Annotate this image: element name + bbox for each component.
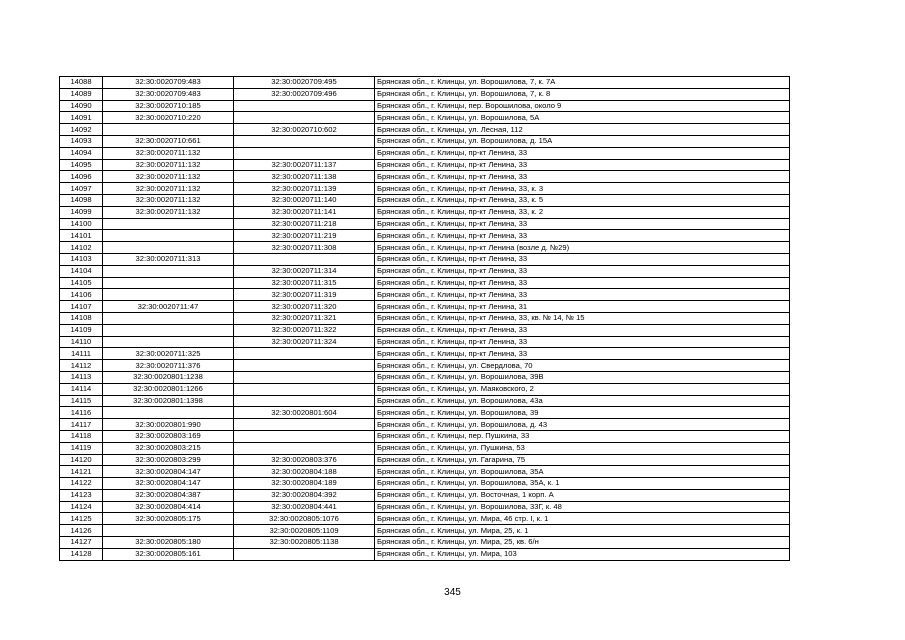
address-cell: Брянская обл., г. Клинцы, пр-кт Ленина, 33 <box>375 289 790 301</box>
cadastral-number-cell: 32:30:0020805:180 <box>103 537 234 549</box>
cadastral-number-cell: 32:30:0020804:147 <box>103 466 234 478</box>
table-row <box>60 88 790 100</box>
row-number-cell: 14118 <box>60 430 103 442</box>
address-cell: Брянская обл., г. Клинцы, пр-кт Ленина, 33 <box>375 265 790 277</box>
cadastral-number-cell: 32:30:0020711:132 <box>103 159 234 171</box>
cadastral-number-cell <box>103 242 234 254</box>
page-number: 345 <box>444 587 461 598</box>
row-number-cell: 14126 <box>60 525 103 537</box>
register-table-body <box>60 77 790 561</box>
row-number-cell: 14113 <box>60 371 103 383</box>
address-cell: Брянская обл., г. Клинцы, ул. Мира, 25, к. 1 <box>375 525 790 537</box>
cadastral-number-cell: 32:30:0020801:1266 <box>103 383 234 395</box>
cadastral-number-cell: 32:30:0020803:299 <box>103 454 234 466</box>
cadastral-number-cell <box>103 265 234 277</box>
row-number-cell: 14091 <box>60 112 103 124</box>
cadastral-number-cell: 32:30:0020709:483 <box>103 77 234 89</box>
table-row <box>60 147 790 159</box>
object-number-cell <box>234 100 375 112</box>
table-row <box>60 124 790 136</box>
table-row <box>60 277 790 289</box>
object-number-cell: 32:30:0020711:321 <box>234 312 375 324</box>
object-number-cell <box>234 430 375 442</box>
table-row <box>60 312 790 324</box>
table-row <box>60 501 790 513</box>
object-number-cell <box>234 395 375 407</box>
address-cell: Брянская обл., г. Клинцы, пр-кт Ленина, 33, к. 2 <box>375 206 790 218</box>
object-number-cell: 32:30:0020711:141 <box>234 206 375 218</box>
row-number-cell: 14128 <box>60 548 103 560</box>
table-row <box>60 135 790 147</box>
address-cell: Брянская обл., г. Клинцы, пер. Пушкина, 33 <box>375 430 790 442</box>
cadastral-number-cell <box>103 277 234 289</box>
table-row <box>60 159 790 171</box>
table-row <box>60 348 790 360</box>
table-row <box>60 489 790 501</box>
table-row <box>60 407 790 419</box>
row-number-cell: 14099 <box>60 206 103 218</box>
address-cell: Брянская обл., г. Клинцы, пр-кт Ленина, 33 <box>375 230 790 242</box>
row-number-cell: 14100 <box>60 218 103 230</box>
cadastral-number-cell: 32:30:0020803:169 <box>103 430 234 442</box>
row-number-cell: 14119 <box>60 442 103 454</box>
address-cell: Брянская обл., г. Клинцы, ул. Маяковского, 2 <box>375 383 790 395</box>
table-row <box>60 454 790 466</box>
address-cell: Брянская обл., г. Клинцы, ул. Ворошилова, 39В <box>375 371 790 383</box>
cadastral-number-cell <box>103 218 234 230</box>
table-row <box>60 194 790 206</box>
cadastral-number-cell: 32:30:0020710:185 <box>103 100 234 112</box>
table-row <box>60 430 790 442</box>
address-cell: Брянская обл., г. Клинцы, пр-кт Ленина, 33 <box>375 171 790 183</box>
address-cell: Брянская обл., г. Клинцы, ул. Ворошилова, д. 43 <box>375 419 790 431</box>
object-number-cell <box>234 371 375 383</box>
cadastral-number-cell: 32:30:0020711:132 <box>103 183 234 195</box>
address-cell: Брянская обл., г. Клинцы, пр-кт Ленина (возле д. №29) <box>375 242 790 254</box>
table-row <box>60 466 790 478</box>
cadastral-number-cell <box>103 312 234 324</box>
address-cell: Брянская обл., г. Клинцы, пр-кт Ленина, 33 <box>375 336 790 348</box>
object-number-cell <box>234 253 375 265</box>
cadastral-number-cell <box>103 336 234 348</box>
address-cell: Брянская обл., г. Клинцы, ул. Восточная, 1 корп. А <box>375 489 790 501</box>
address-cell: Брянская обл., г. Клинцы, пр-кт Ленина, 33 <box>375 159 790 171</box>
row-number-cell: 14120 <box>60 454 103 466</box>
row-number-cell: 14115 <box>60 395 103 407</box>
address-cell: Брянская обл., г. Клинцы, пр-кт Ленина, 33 <box>375 324 790 336</box>
table-row <box>60 371 790 383</box>
address-cell: Брянская обл., г. Клинцы, ул. Ворошилова, 5А <box>375 112 790 124</box>
address-cell: Брянская обл., г. Клинцы, ул. Мира, 25, кв. 6/н <box>375 537 790 549</box>
table-row <box>60 218 790 230</box>
table-row <box>60 395 790 407</box>
address-cell: Брянская обл., г. Клинцы, пер. Ворошилова, около 9 <box>375 100 790 112</box>
row-number-cell: 14093 <box>60 135 103 147</box>
cadastral-number-cell: 32:30:0020711:376 <box>103 360 234 372</box>
row-number-cell: 14104 <box>60 265 103 277</box>
cadastral-number-cell <box>103 289 234 301</box>
cadastral-number-cell: 32:30:0020804:414 <box>103 501 234 513</box>
table-row <box>60 183 790 195</box>
object-number-cell: 32:30:0020711:140 <box>234 194 375 206</box>
address-cell: Брянская обл., г. Клинцы, ул. Пушкина, 53 <box>375 442 790 454</box>
row-number-cell: 14089 <box>60 88 103 100</box>
address-cell: Брянская обл., г. Клинцы, ул. Ворошилова, 39 <box>375 407 790 419</box>
row-number-cell: 14112 <box>60 360 103 372</box>
cadastral-number-cell <box>103 407 234 419</box>
address-cell: Брянская обл., г. Клинцы, пр-кт Ленина, 33 <box>375 277 790 289</box>
row-number-cell: 14097 <box>60 183 103 195</box>
object-number-cell: 32:30:0020709:496 <box>234 88 375 100</box>
row-number-cell: 14116 <box>60 407 103 419</box>
cadastral-number-cell: 32:30:0020804:147 <box>103 478 234 490</box>
cadastral-number-cell: 32:30:0020710:220 <box>103 112 234 124</box>
object-number-cell: 32:30:0020804:392 <box>234 489 375 501</box>
table-row <box>60 513 790 525</box>
address-cell: Брянская обл., г. Клинцы, ул. Ворошилова, 43а <box>375 395 790 407</box>
cadastral-number-cell: 32:30:0020803:215 <box>103 442 234 454</box>
object-number-cell: 32:30:0020711:315 <box>234 277 375 289</box>
address-cell: Брянская обл., г. Клинцы, ул. Ворошилова, 35А, к. 1 <box>375 478 790 490</box>
row-number-cell: 14102 <box>60 242 103 254</box>
object-number-cell: 32:30:0020711:219 <box>234 230 375 242</box>
object-number-cell: 32:30:0020711:322 <box>234 324 375 336</box>
table-row <box>60 301 790 313</box>
object-number-cell: 32:30:0020711:320 <box>234 301 375 313</box>
object-number-cell: 32:30:0020711:218 <box>234 218 375 230</box>
object-number-cell <box>234 548 375 560</box>
cadastral-number-cell: 32:30:0020711:132 <box>103 206 234 218</box>
row-number-cell: 14107 <box>60 301 103 313</box>
row-number-cell: 14101 <box>60 230 103 242</box>
row-number-cell: 14122 <box>60 478 103 490</box>
table-row <box>60 525 790 537</box>
address-cell: Брянская обл., г. Клинцы, ул. Ворошилова, 33Г, к. 48 <box>375 501 790 513</box>
cadastral-number-cell: 32:30:0020711:132 <box>103 147 234 159</box>
table-row <box>60 537 790 549</box>
cadastral-number-cell: 32:30:0020801:1398 <box>103 395 234 407</box>
object-number-cell: 32:30:0020804:188 <box>234 466 375 478</box>
table-row <box>60 265 790 277</box>
object-number-cell <box>234 112 375 124</box>
cadastral-number-cell: 32:30:0020711:325 <box>103 348 234 360</box>
table-row <box>60 360 790 372</box>
row-number-cell: 14117 <box>60 419 103 431</box>
address-cell: Брянская обл., г. Клинцы, ул. Гагарина, 75 <box>375 454 790 466</box>
object-number-cell <box>234 147 375 159</box>
object-number-cell: 32:30:0020709:495 <box>234 77 375 89</box>
object-number-cell: 32:30:0020711:319 <box>234 289 375 301</box>
address-cell: Брянская обл., г. Клинцы, ул. Мира, 46 стр. I, к. 1 <box>375 513 790 525</box>
table-row <box>60 548 790 560</box>
address-cell: Брянская обл., г. Клинцы, ул. Лесная, 112 <box>375 124 790 136</box>
object-number-cell: 32:30:0020805:1138 <box>234 537 375 549</box>
address-cell: Брянская обл., г. Клинцы, пр-кт Ленина, 33 <box>375 253 790 265</box>
address-cell: Брянская обл., г. Клинцы, ул. Ворошилова, 7, к. 8 <box>375 88 790 100</box>
row-number-cell: 14106 <box>60 289 103 301</box>
table-row <box>60 478 790 490</box>
table-row <box>60 100 790 112</box>
cadastral-number-cell: 32:30:0020801:990 <box>103 419 234 431</box>
table-row <box>60 171 790 183</box>
object-number-cell <box>234 135 375 147</box>
object-number-cell <box>234 360 375 372</box>
row-number-cell: 14123 <box>60 489 103 501</box>
object-number-cell: 32:30:0020711:137 <box>234 159 375 171</box>
table-row <box>60 230 790 242</box>
cadastral-number-cell: 32:30:0020805:175 <box>103 513 234 525</box>
object-number-cell: 32:30:0020711:324 <box>234 336 375 348</box>
address-cell: Брянская обл., г. Клинцы, пр-кт Ленина, 33, к. 3 <box>375 183 790 195</box>
table-row <box>60 242 790 254</box>
row-number-cell: 14108 <box>60 312 103 324</box>
cadastral-number-cell: 32:30:0020711:132 <box>103 194 234 206</box>
table-row <box>60 419 790 431</box>
object-number-cell: 32:30:0020711:139 <box>234 183 375 195</box>
row-number-cell: 14096 <box>60 171 103 183</box>
table-row <box>60 289 790 301</box>
cadastral-number-cell: 32:30:0020711:47 <box>103 301 234 313</box>
object-number-cell <box>234 442 375 454</box>
object-number-cell: 32:30:0020801:604 <box>234 407 375 419</box>
row-number-cell: 14095 <box>60 159 103 171</box>
row-number-cell: 14125 <box>60 513 103 525</box>
table-row <box>60 336 790 348</box>
cadastral-number-cell: 32:30:0020805:161 <box>103 548 234 560</box>
address-cell: Брянская обл., г. Клинцы, ул. Мира, 103 <box>375 548 790 560</box>
table-row <box>60 206 790 218</box>
cadastral-number-cell <box>103 230 234 242</box>
row-number-cell: 14088 <box>60 77 103 89</box>
object-number-cell: 32:30:0020711:138 <box>234 171 375 183</box>
row-number-cell: 14103 <box>60 253 103 265</box>
cadastral-number-cell: 32:30:0020801:1238 <box>103 371 234 383</box>
table-row <box>60 324 790 336</box>
object-number-cell <box>234 383 375 395</box>
row-number-cell: 14124 <box>60 501 103 513</box>
address-cell: Брянская обл., г. Клинцы, ул. Ворошилова, 7, к. 7А <box>375 77 790 89</box>
row-number-cell: 14098 <box>60 194 103 206</box>
object-number-cell: 32:30:0020710:602 <box>234 124 375 136</box>
object-number-cell: 32:30:0020711:308 <box>234 242 375 254</box>
cadastral-number-cell <box>103 124 234 136</box>
cadastral-number-cell <box>103 525 234 537</box>
table-row <box>60 253 790 265</box>
row-number-cell: 14105 <box>60 277 103 289</box>
row-number-cell: 14114 <box>60 383 103 395</box>
address-cell: Брянская обл., г. Клинцы, пр-кт Ленина, 33 <box>375 218 790 230</box>
object-number-cell: 32:30:0020804:441 <box>234 501 375 513</box>
row-number-cell: 14121 <box>60 466 103 478</box>
address-cell: Брянская обл., г. Клинцы, пр-кт Ленина, 31 <box>375 301 790 313</box>
address-cell: Брянская обл., г. Клинцы, пр-кт Ленина, 33 <box>375 147 790 159</box>
object-number-cell <box>234 419 375 431</box>
cadastral-number-cell <box>103 324 234 336</box>
row-number-cell: 14110 <box>60 336 103 348</box>
address-cell: Брянская обл., г. Клинцы, ул. Ворошилова, 35А <box>375 466 790 478</box>
cadastral-number-cell: 32:30:0020711:132 <box>103 171 234 183</box>
row-number-cell: 14111 <box>60 348 103 360</box>
address-cell: Брянская обл., г. Клинцы, пр-кт Ленина, 33 <box>375 348 790 360</box>
row-number-cell: 14127 <box>60 537 103 549</box>
table-row <box>60 77 790 89</box>
cadastral-number-cell: 32:30:0020710:661 <box>103 135 234 147</box>
cadastral-number-cell: 32:30:0020709:483 <box>103 88 234 100</box>
address-cell: Брянская обл., г. Клинцы, ул. Свердлова, 70 <box>375 360 790 372</box>
address-cell: Брянская обл., г. Клинцы, пр-кт Ленина, 33, кв. № 14, № 15 <box>375 312 790 324</box>
object-number-cell: 32:30:0020803:376 <box>234 454 375 466</box>
address-cell: Брянская обл., г. Клинцы, ул. Ворошилова, д. 15А <box>375 135 790 147</box>
object-number-cell: 32:30:0020805:1076 <box>234 513 375 525</box>
table-row <box>60 112 790 124</box>
row-number-cell: 14094 <box>60 147 103 159</box>
cadastral-number-cell: 32:30:0020711:313 <box>103 253 234 265</box>
object-number-cell <box>234 348 375 360</box>
object-number-cell: 32:30:0020711:314 <box>234 265 375 277</box>
row-number-cell: 14092 <box>60 124 103 136</box>
object-number-cell: 32:30:0020805:1109 <box>234 525 375 537</box>
address-cell: Брянская обл., г. Клинцы, пр-кт Ленина, 33, к. 5 <box>375 194 790 206</box>
object-number-cell: 32:30:0020804:189 <box>234 478 375 490</box>
cadastral-number-cell: 32:30:0020804:387 <box>103 489 234 501</box>
table-row <box>60 442 790 454</box>
table-row <box>60 383 790 395</box>
row-number-cell: 14090 <box>60 100 103 112</box>
row-number-cell: 14109 <box>60 324 103 336</box>
register-table <box>59 76 790 561</box>
